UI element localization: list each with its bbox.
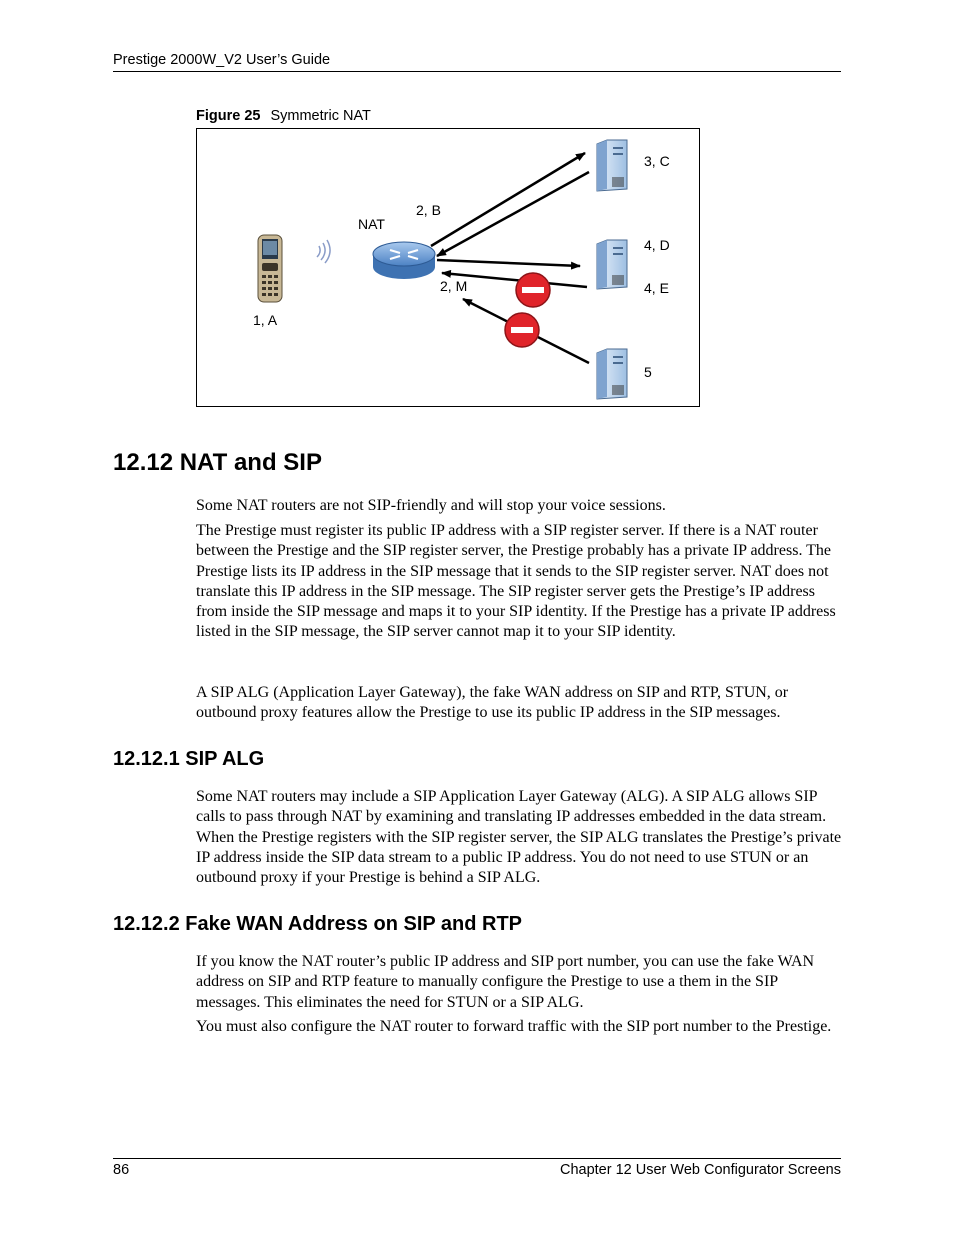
- figure-label: Figure 25: [196, 108, 261, 124]
- footer-chapter: Chapter 12 User Web Configurator Screens: [559, 1162, 841, 1178]
- figure-caption: [196, 108, 371, 124]
- figure-title: Symmetric NAT: [270, 108, 371, 124]
- arrow-router-to-server2: [437, 260, 580, 266]
- symmetric-nat-diagram: [196, 128, 700, 407]
- label-nat: NAT: [358, 216, 385, 232]
- label-server2-top: 4, D: [644, 237, 670, 253]
- section-paragraph-2: The Prestige must register its public IP address with a SIP register server. If there is a NAT router between the Prestige and the SIP register server, the Prestige probably has a private IP address. The Prestige lists its IP address in the SIP message that it sends to the SIP register server. NAT does not translate this IP address in the SIP message. The SIP register server gets the Prestige’s IP address from inside the SIP message and maps it to your SIP identity. If the Prestige has a private IP address listed in the SIP message, the SIP server cannot map it to your SIP identity.: [196, 522, 836, 641]
- label-server1: 3, C: [644, 153, 670, 169]
- fake-wan-paragraph-2: You must also configure the NAT router to forward traffic with the SIP port number to the Prestige.: [196, 1018, 832, 1035]
- server-icon: [597, 349, 627, 399]
- fake-wan-paragraph-1: If you know the NAT router’s public IP address and SIP port number, you can use the fake WAN address on SIP and RTP feature to manually configure the Prestige to use a them in the SIP messages. This eliminates the need for STUN or a SIP ALG.: [196, 953, 815, 1011]
- ip-phone-icon: [258, 235, 282, 302]
- subsection-heading-fake-wan: 12.12.2 Fake WAN Address on SIP and RTP: [113, 913, 523, 935]
- arrow-server1-to-router: [437, 172, 589, 256]
- router-icon: [373, 242, 435, 279]
- subsection-heading-sip-alg: 12.12.1 SIP ALG: [113, 748, 265, 770]
- label-server2-bottom: 4, E: [644, 280, 669, 296]
- header-rule: [113, 71, 841, 72]
- no-entry-icon: [505, 313, 539, 347]
- arrow-router-to-server1: [431, 153, 585, 246]
- wireless-signal-icon: [317, 240, 330, 263]
- no-entry-icon: [516, 273, 550, 307]
- footer-rule: [113, 1158, 841, 1159]
- sip-alg-paragraph: Some NAT routers may include a SIP Application Layer Gateway (ALG). A SIP ALG allows SIP calls to pass through NAT by examining and translating IP addresses embedded in the data stream. When the Prestige registers with the SIP register server, the SIP ALG translates the Prestige’s private IP address inside the SIP data stream to a public IP address. You do not need to use STUN or an outbound proxy if your Prestige is behind a SIP ALG.: [196, 788, 842, 887]
- section-paragraph-3: A SIP ALG (Application Layer Gateway), the fake WAN address on SIP and RTP, STUN, or outbound proxy features allow the Prestige to use its public IP address in the SIP messages.: [196, 684, 789, 722]
- section-heading: 12.12 NAT and SIP: [113, 449, 322, 476]
- label-phone: 1, A: [253, 312, 278, 328]
- server-icon: [597, 140, 627, 191]
- server-icon: [597, 240, 627, 289]
- label-server3: 5: [644, 364, 652, 380]
- page-number: 86: [113, 1162, 130, 1178]
- label-router-bottom: 2, M: [440, 278, 468, 294]
- running-header: Prestige 2000W_V2 User’s Guide: [113, 52, 331, 68]
- section-paragraph-1: Some NAT routers are not SIP-friendly and will stop your voice sessions.: [196, 497, 666, 514]
- label-router-top: 2, B: [416, 202, 441, 218]
